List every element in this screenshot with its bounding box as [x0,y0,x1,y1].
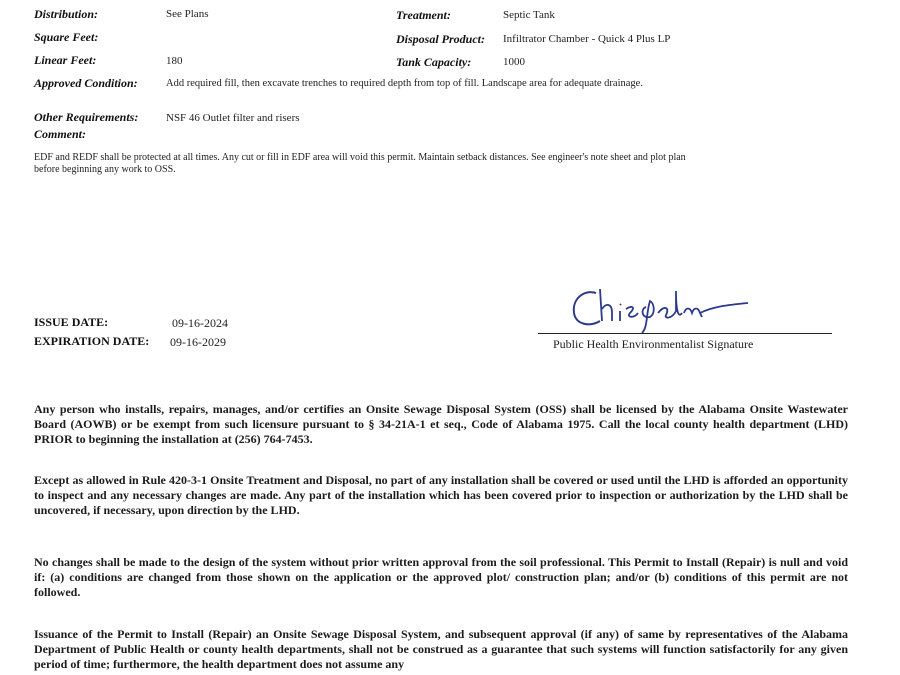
comment-label: Comment: [34,127,87,141]
distribution-label: Distribution: [34,7,99,21]
tank-capacity-value: 1000 [503,56,525,68]
comment-line-1: EDF and REDF shall be protected at all times. Any cut or fill in EDF area will void this permit. Maintain setback distances. See engineer's note sheet and plot plan [34,152,686,163]
signature-line [538,333,832,334]
expiration-date-value: 09-16-2029 [170,335,226,349]
other-requirements-value: NSF 46 Outlet filter and risers [166,112,300,124]
distribution-value: See Plans [166,8,209,20]
inspection-paragraph: Except as allowed in Rule 420-3-1 Onsite Treatment and Disposal, no part of any installation shall be covered or used until the LHD is afforded an opportunity to inspect and any necessary changes are made. Any part of the installation which has been covered prior to inspection or authorization by the LHD shall be uncovered, if necessary, upon direction by the LHD. [34,473,848,517]
handwritten-signature [566,283,756,335]
treatment-value: Septic Tank [503,9,555,21]
square-feet-label: Square Feet: [34,30,99,44]
issue-date-label: ISSUE DATE: [34,315,109,329]
liability-paragraph: Issuance of the Permit to Install (Repair) an Onsite Sewage Disposal System, and subsequent approval (if any) of same by representatives of the Alabama Department of Public Health or county health departments, shall not be construed as a guarantee that such systems will function satisfactorily for any given period of time; furthermore, the health department does not assume any [34,627,848,671]
expiration-date-label: EXPIRATION DATE: [34,334,150,348]
disposal-product-value: Infiltrator Chamber - Quick 4 Plus LP [503,33,671,45]
linear-feet-label: Linear Feet: [34,53,97,67]
approved-condition-label: Approved Condition: [34,76,138,90]
signature-caption: Public Health Environmentalist Signature [553,337,754,351]
comment-line-2: before beginning any work to OSS. [34,164,176,175]
tank-capacity-label: Tank Capacity: [396,55,472,69]
licensing-paragraph: Any person who installs, repairs, manages, and/or certifies an Onsite Sewage Disposal System (OSS) shall be licensed by the Alabama Onsite Wastewater Board (AOWB) or be exempt from such licensure pursuant to § 34-21A-1 et seq., Code of Alabama 1975. Call the local county health department (LHD) PRIOR to beginning the installation at (256) 764-7453. [34,402,848,446]
design-changes-paragraph: No changes shall be made to the design of the system without prior written approval from the soil professional. This Permit to Install (Repair) is null and void if: (a) conditions are changed from those shown on the application or the approved plot/ construction plan; and/or (b) conditions of this permit are not followed. [34,555,848,599]
approved-condition-value: Add required fill, then excavate trenches to required depth from top of fill. Landscape area for adequate drainage. [166,78,643,89]
disposal-product-label: Disposal Product: [396,32,486,46]
other-requirements-label: Other Requirements: [34,110,139,124]
issue-date-value: 09-16-2024 [172,316,228,330]
linear-feet-value: 180 [166,55,183,67]
treatment-label: Treatment: [396,8,451,22]
